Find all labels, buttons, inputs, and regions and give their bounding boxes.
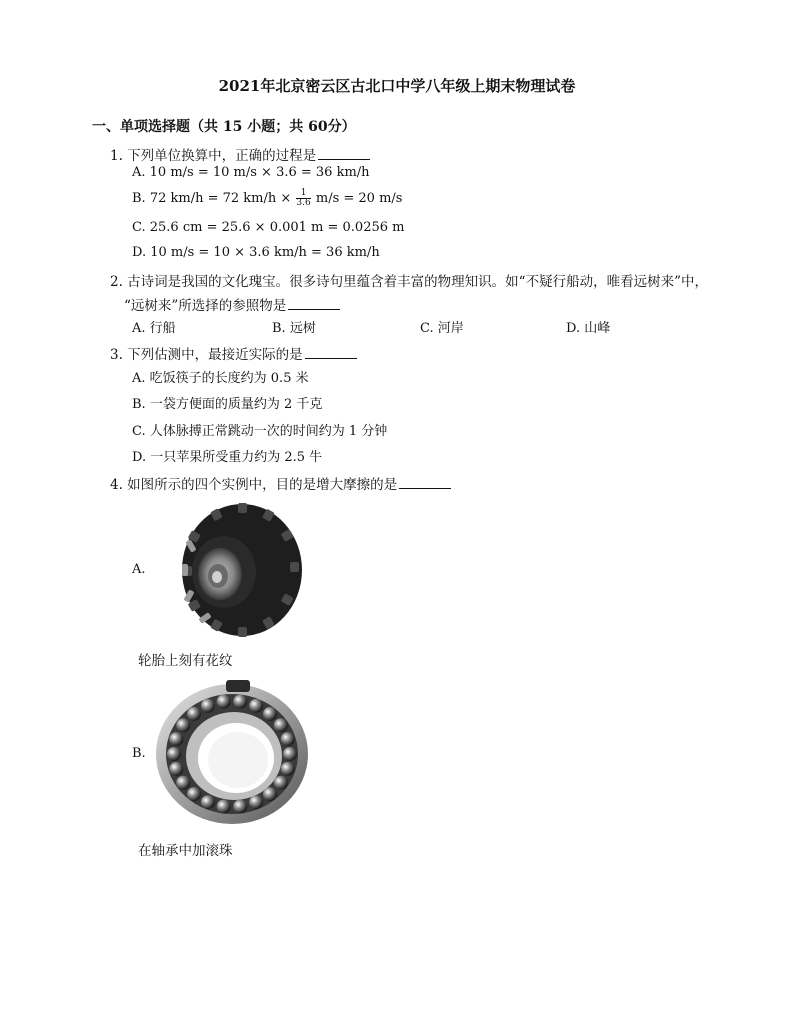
bearing-ball xyxy=(167,747,181,761)
answer-blank[interactable] xyxy=(399,478,451,489)
bearing-ball xyxy=(263,707,277,721)
page-title: 2021年北京密云区古北口中学八年级上期末物理试卷 xyxy=(218,77,576,95)
q1-option-c: C. 25.6 cm = 25.6 × 0.001 m = 0.0256 m xyxy=(132,220,405,235)
bearing-ball xyxy=(176,718,190,732)
bearing-ball xyxy=(169,732,183,746)
q2-option-c: C. 河岸 xyxy=(420,321,464,336)
q2-option-b: B. 远树 xyxy=(272,321,316,336)
figure-a-label: A. xyxy=(132,562,146,577)
bearing-ball xyxy=(263,787,277,801)
bearing-ball xyxy=(187,707,201,721)
bearing-ball xyxy=(281,732,295,746)
fraction: $\frac{1}{3.6}$ xyxy=(296,188,311,208)
question-1-stem: 1. 下列单位换算中，正确的过程是 xyxy=(110,144,370,164)
bearing-ball xyxy=(176,776,190,790)
q3-option-c: C. 人体脉搏正常跳动一次的时间约为 1 分钟 xyxy=(132,424,388,439)
question-2-stem-cont: “远树来”所选择的参照物是 xyxy=(124,294,340,314)
bearing-ball xyxy=(283,747,297,761)
bearing-icon xyxy=(146,676,311,831)
q2-option-a: A. 行船 xyxy=(132,321,176,336)
bearing-ball xyxy=(274,776,288,790)
bearing-ball xyxy=(187,787,201,801)
bearing-ball xyxy=(274,718,288,732)
answer-blank[interactable] xyxy=(305,348,357,359)
bearing-ball xyxy=(249,795,263,809)
bearing-ball xyxy=(249,699,263,713)
section-heading: 一、单项选择题（共 15 小题；共 60分） xyxy=(92,119,356,135)
bearing-ball xyxy=(233,800,247,814)
bearing-ball xyxy=(201,699,215,713)
q3-option-a: A. 吃饭筷子的长度约为 0.5 米 xyxy=(132,371,309,386)
question-2-stem: 2. 古诗词是我国的文化瑰宝。很多诗句里蕴含着丰富的物理知识。如“不疑行船动，唯看远树来”中， xyxy=(110,274,708,290)
q2-option-d: D. 山峰 xyxy=(566,321,611,336)
bearing-ball xyxy=(169,762,183,776)
bearing-ball xyxy=(201,795,215,809)
bearing-ball xyxy=(233,695,247,709)
q3-option-d: D. 一只苹果所受重力约为 2.5 牛 xyxy=(132,450,323,465)
tire-icon xyxy=(168,500,303,640)
figure-b-label: B. xyxy=(132,746,146,761)
question-4-stem: 4. 如图所示的四个实例中，目的是增大摩擦的是 xyxy=(110,473,451,493)
q1-option-a: A. 10 m/s = 10 m/s × 3.6 = 36 km/h xyxy=(132,165,370,180)
answer-blank[interactable] xyxy=(318,149,370,160)
bearing-ball xyxy=(281,762,295,776)
q1-option-d: D. 10 m/s = 10 × 3.6 km/h = 36 km/h xyxy=(132,245,380,260)
q1-option-b: B. 72 km/h = 72 km/h × $\frac{1}{3.6}$ m/s = 20 m/s xyxy=(132,188,403,208)
figure-b-caption: 在轴承中加滚珠 xyxy=(138,843,233,859)
bearing-ball xyxy=(217,695,231,709)
q3-option-b: B. 一袋方便面的质量约为 2 千克 xyxy=(132,397,323,412)
answer-blank[interactable] xyxy=(288,299,340,310)
bearing-ball xyxy=(217,800,231,814)
figure-a-caption: 轮胎上刻有花纹 xyxy=(138,653,233,669)
question-3-stem: 3. 下列估测中，最接近实际的是 xyxy=(110,343,357,363)
